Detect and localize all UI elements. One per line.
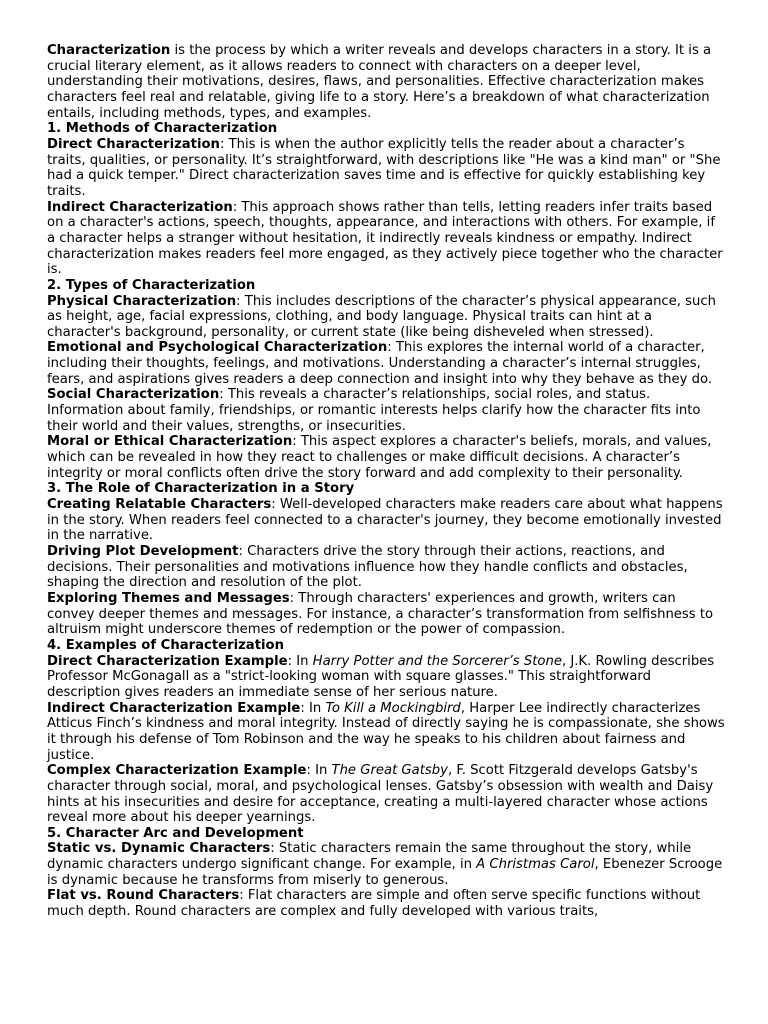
body-text: : Characters drive the story through their actions, reactions, and decisions. Their personalities and motivations influence how they handle conflicts and obstacles, shaping the direction and resolution of the plot. <box>47 544 688 591</box>
section-heading-examples: 4. Examples of Characterization <box>47 637 284 653</box>
intro-term: Characterization <box>47 43 171 58</box>
body-text: : In <box>287 653 313 669</box>
term: Static vs. Dynamic Characters <box>47 841 271 857</box>
body-text: , Ebenezer Scrooge is dynamic because he transforms from miserly to generous. <box>47 857 723 888</box>
document-page <box>47 43 727 920</box>
physical-characterization-paragraph <box>47 294 727 341</box>
body-text: : This includes descriptions of the character’s physical appearance, such as height, age, facial expressions, clothing, and body language. Physical traits can hint at a character's background, personality, or current state (like being disheveled when stressed). <box>47 293 717 340</box>
flat-round-paragraph <box>47 888 727 919</box>
body-text: : In <box>300 700 326 716</box>
body-text: : This approach shows rather than tells, letting readers infer traits based on a character's actions, speech, thoughts, appearance, and interactions with others. For example, if a character helps a stranger without hesitation, it indirectly reveals kindness or empathy. Indirect characterization makes readers feel more engaged, as they actively piece together who the character is. <box>47 199 723 278</box>
body-text: : In <box>306 763 332 779</box>
body-text: , J.K. Rowling describes Professor McGonagall as a "strict-looking woman with square glasses." This straightforward description gives readers an immediate sense of her serious nature. <box>47 653 715 700</box>
body-text: : Static characters remain the same throughout the story, while dynamic characters undergo significant change. For example, in <box>47 841 692 873</box>
indirect-characterization-paragraph <box>47 200 727 278</box>
complex-example-paragraph <box>47 763 727 826</box>
book-title: To Kill a Mockingbird <box>325 700 461 716</box>
body-text: : This is when the author explicitly tells the reader about a character’s traits, qualities, or personality. It’s straightforward, with descriptions like "He was a kind man" or "She had a quick temper." Direct characterization saves time and is effective for quickly establishing key traits. <box>47 136 721 199</box>
body-text: , F. Scott Fitzgerald develops Gatsby's character through social, moral, and psychological lenses. Gatsby’s obsession with wealth and Daisy hints at his insecurities and desire for acceptance, creating a multi-layered character whose actions reveal more about his deeper yearnings. <box>47 763 714 826</box>
body-text: , Harper Lee indirectly characterizes Atticus Finch’s kindness and moral integrity. Instead of directly saying he is compassionate, she shows it through his defense of Tom Robinson and the way he speaks to his children about fairness and justice. <box>47 700 725 763</box>
term: Complex Characterization Example <box>47 763 307 779</box>
direct-example-paragraph <box>47 654 727 701</box>
term: Flat vs. Round Characters <box>47 888 240 904</box>
term: Emotional and Psychological Characterization <box>47 340 388 356</box>
indirect-example-paragraph <box>47 701 727 764</box>
term: Creating Relatable Characters <box>47 497 272 513</box>
body-text: : Through characters' experiences and growth, writers can convey deeper themes and messages. For instance, a character’s transformation from selfishness to altruism might underscore themes of redemption or the power of compassion. <box>47 590 714 638</box>
emotional-characterization-paragraph <box>47 340 727 387</box>
social-characterization-paragraph <box>47 387 727 434</box>
term: Indirect Characterization Example <box>47 700 301 716</box>
section-heading-arc: 5. Character Arc and Development <box>47 825 304 841</box>
body-text: : This explores the internal world of a character, including their thoughts, feelings, and motivations. Understanding a character’s internal struggles, fears, and aspirations gives readers a deep connection and insight into why they behave as they do. <box>47 340 713 387</box>
term: Indirect Characterization <box>47 199 233 215</box>
term: Direct Characterization Example <box>47 653 288 669</box>
themes-messages-paragraph <box>47 591 727 638</box>
book-title: Harry Potter and the Sorcerer’s Stone <box>312 653 562 669</box>
section-heading-role: 3. The Role of Characterization in a Story <box>47 481 355 497</box>
relatable-characters-paragraph <box>47 497 727 544</box>
term: Moral or Ethical Characterization <box>47 434 293 450</box>
term: Physical Characterization <box>47 293 237 309</box>
section-heading-methods: 1. Methods of Characterization <box>47 121 278 137</box>
section-heading-types: 2. Types of Characterization <box>47 277 256 293</box>
plot-development-paragraph <box>47 544 727 591</box>
body-text: : Flat characters are simple and often serve specific functions without much depth. Round characters are complex and fully developed with various traits, <box>47 888 701 920</box>
intro-paragraph <box>47 43 727 121</box>
term: Direct Characterization <box>47 136 220 152</box>
static-dynamic-paragraph <box>47 841 727 888</box>
term: Exploring Themes and Messages <box>47 590 290 606</box>
moral-characterization-paragraph <box>47 434 727 481</box>
book-title: The Great Gatsby <box>331 763 448 779</box>
term: Social Characterization <box>47 387 220 403</box>
direct-characterization-paragraph <box>47 137 727 200</box>
intro-text: is the process by which a writer reveals and develops characters in a story. It is a crucial literary element, as it allows readers to connect with characters on a deeper level, understanding their motivations, desires, flaws, and personalities. Effective characterization makes characters feel real and relatable, giving life to a story. Here’s a breakdown of what characterization entails, including methods, types, and examples. <box>47 43 712 121</box>
body-text: : This aspect explores a character's beliefs, morals, and values, which can be revealed in how they react to challenges or make difficult decisions. A character’s integrity or moral conflicts often drive the story forward and add complexity to their personality. <box>47 434 712 481</box>
body-text: : Well-developed characters make readers care about what happens in the story. When readers feel connected to a character's journey, they become emotionally invested in the narrative. <box>47 497 723 544</box>
book-title: A Christmas Carol <box>476 857 595 873</box>
body-text: : This reveals a character’s relationships, social roles, and status. Information about family, friendships, or romantic interests helps clarify how the character fits into their world and their values, strengths, or insecurities. <box>47 387 701 434</box>
term: Driving Plot Development <box>47 544 239 559</box>
